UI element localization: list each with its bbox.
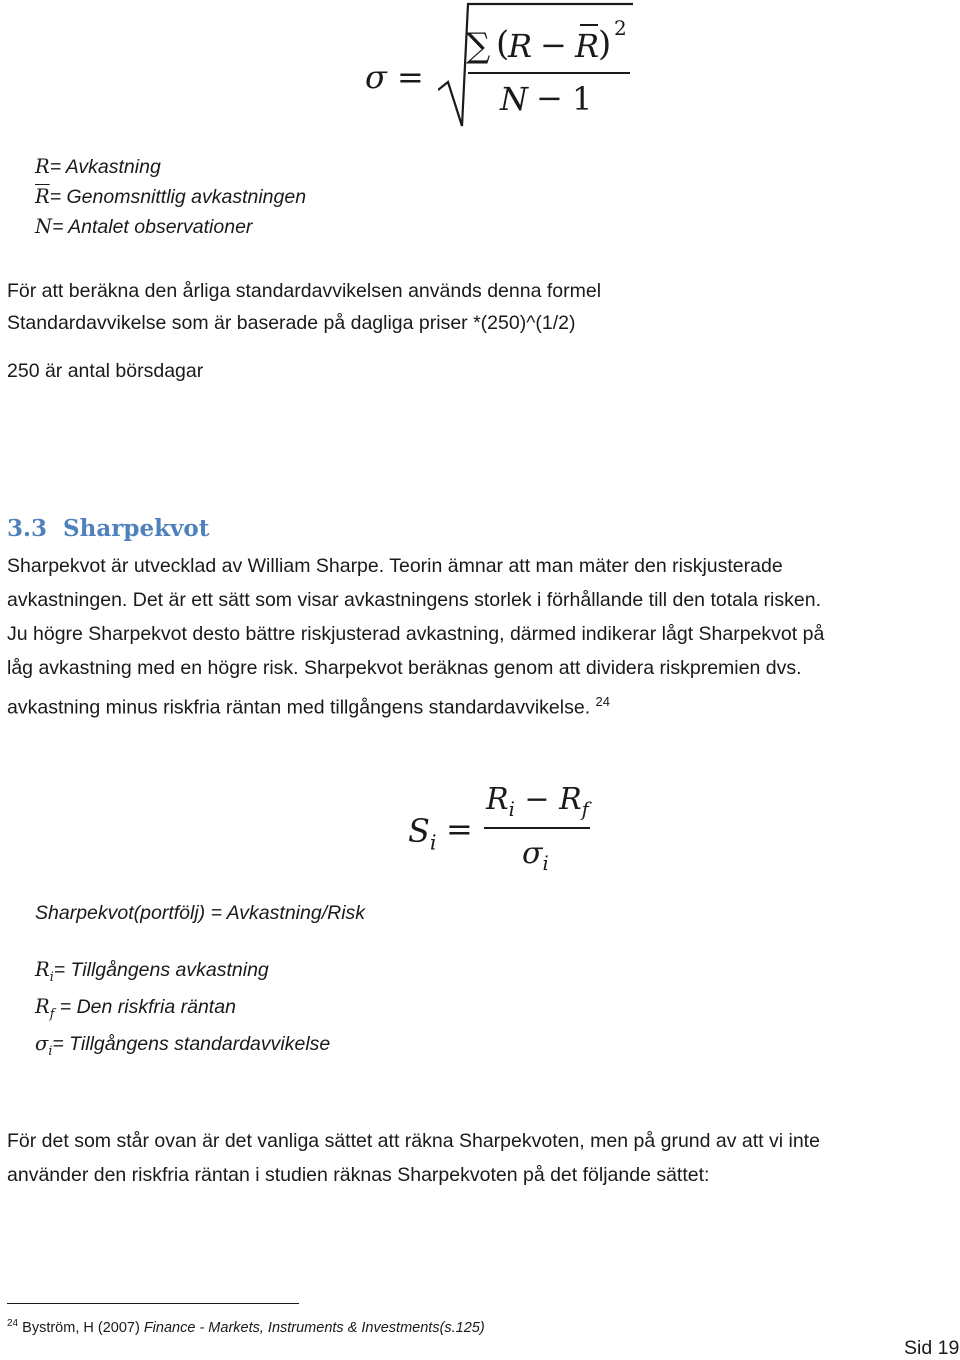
footnote-separator [7, 1303, 299, 1304]
legend-sd-item: $\overline{R}=$ Genomsnittlig avkastningen [35, 185, 307, 208]
formula-sd-den-minus: − [536, 79, 563, 117]
formula-sd-den-one: 1 [572, 80, 593, 118]
formula-sd-open-paren: ( [496, 24, 510, 64]
footnote [7, 1318, 485, 1336]
footnote-reference: 24 [595, 694, 611, 709]
legend-sd-item: N= Antalet observationer [35, 215, 253, 238]
rbar-overline [580, 24, 598, 26]
formula-sd-rbar: R [575, 27, 600, 65]
legend-sharpe-item: $\sigma_i=$ Tillgångens standardavvikelse [35, 1031, 331, 1058]
formula-sd-minus: − [540, 26, 567, 64]
formula-sharpe-numerator: $R_i - R_f$ [486, 782, 589, 821]
formula-sharpe-equals: = [446, 810, 473, 848]
annual-text: För att beräkna den årliga standardavvikelsen används denna formel Standardavvikelse som är baserade på dagliga priser *(250)^(1/2) [7, 280, 602, 334]
legend-sharpe-item: $R_f$ = Den riskfria räntan [35, 994, 236, 1021]
legend-sd-item: R= Avkastning [35, 155, 161, 178]
legend-sharpe-item: $R_i=$ Tillgångens avkastning [35, 958, 269, 984]
formula-sharpe-denominator: $\sigma_i$ [522, 836, 549, 875]
formula-sharpe-fraction-bar [484, 827, 590, 829]
formula-sd-den-n: N [500, 80, 528, 118]
formula-sharpe-lhs: $S_i$ [408, 812, 437, 855]
footnote-title: Finance - Markets, Instruments & Investments(s.125) [143, 1319, 485, 1336]
trading-days-text: 250 är antal börsdagar [7, 360, 204, 382]
sharpe-paragraph: Sharpekvot är utvecklad av William Sharpe. Teorin ämnar att man mäter den riskjusterade avkastningen. Det är ett sätt som visar avkastningens storlek i förhållande till den totala risken. Ju högre Sharpekvot desto bättre riskjusterad avkastning, därmed indikerar lågt Sharpekvot på låg avkastning med en högre risk. Sharpekvot beräknas genom att dividera riskpremien dvs. avkastning minus riskfria räntan med tillgångens standardavvikelse. $^{24}$ [7, 555, 825, 719]
legend-sharpe [35, 955, 330, 1066]
section-number: 3.3 [7, 515, 48, 542]
footnote-number: 24 [7, 1318, 19, 1329]
sharpe-definition: Sharpekvot(portfölj) = Avkastning/Risk [35, 902, 366, 924]
formula-sd-close-paren: ) [598, 24, 612, 64]
footnote-author: Byström, H (2007) [18, 1319, 144, 1336]
page-number: Sid 19 [904, 1337, 960, 1359]
section-title: Sharpekvot [63, 515, 210, 542]
legend-sd [35, 152, 306, 242]
section-heading [7, 515, 209, 542]
formula-sd-lhs: σ = [365, 58, 424, 96]
formula-sd-fraction-bar [468, 72, 630, 74]
formula-sd-sum: ∑ [466, 26, 491, 66]
formula-sd-r: R [508, 27, 533, 65]
formula-sd-exponent: 2 [614, 16, 627, 40]
closing-paragraph: För det som står ovan är det vanliga sättet att räkna Sharpekvoten, men på grund av att vi inte använder den riskfria räntan i studien räknas Sharpekvoten på det följande sättet: [7, 1130, 820, 1186]
